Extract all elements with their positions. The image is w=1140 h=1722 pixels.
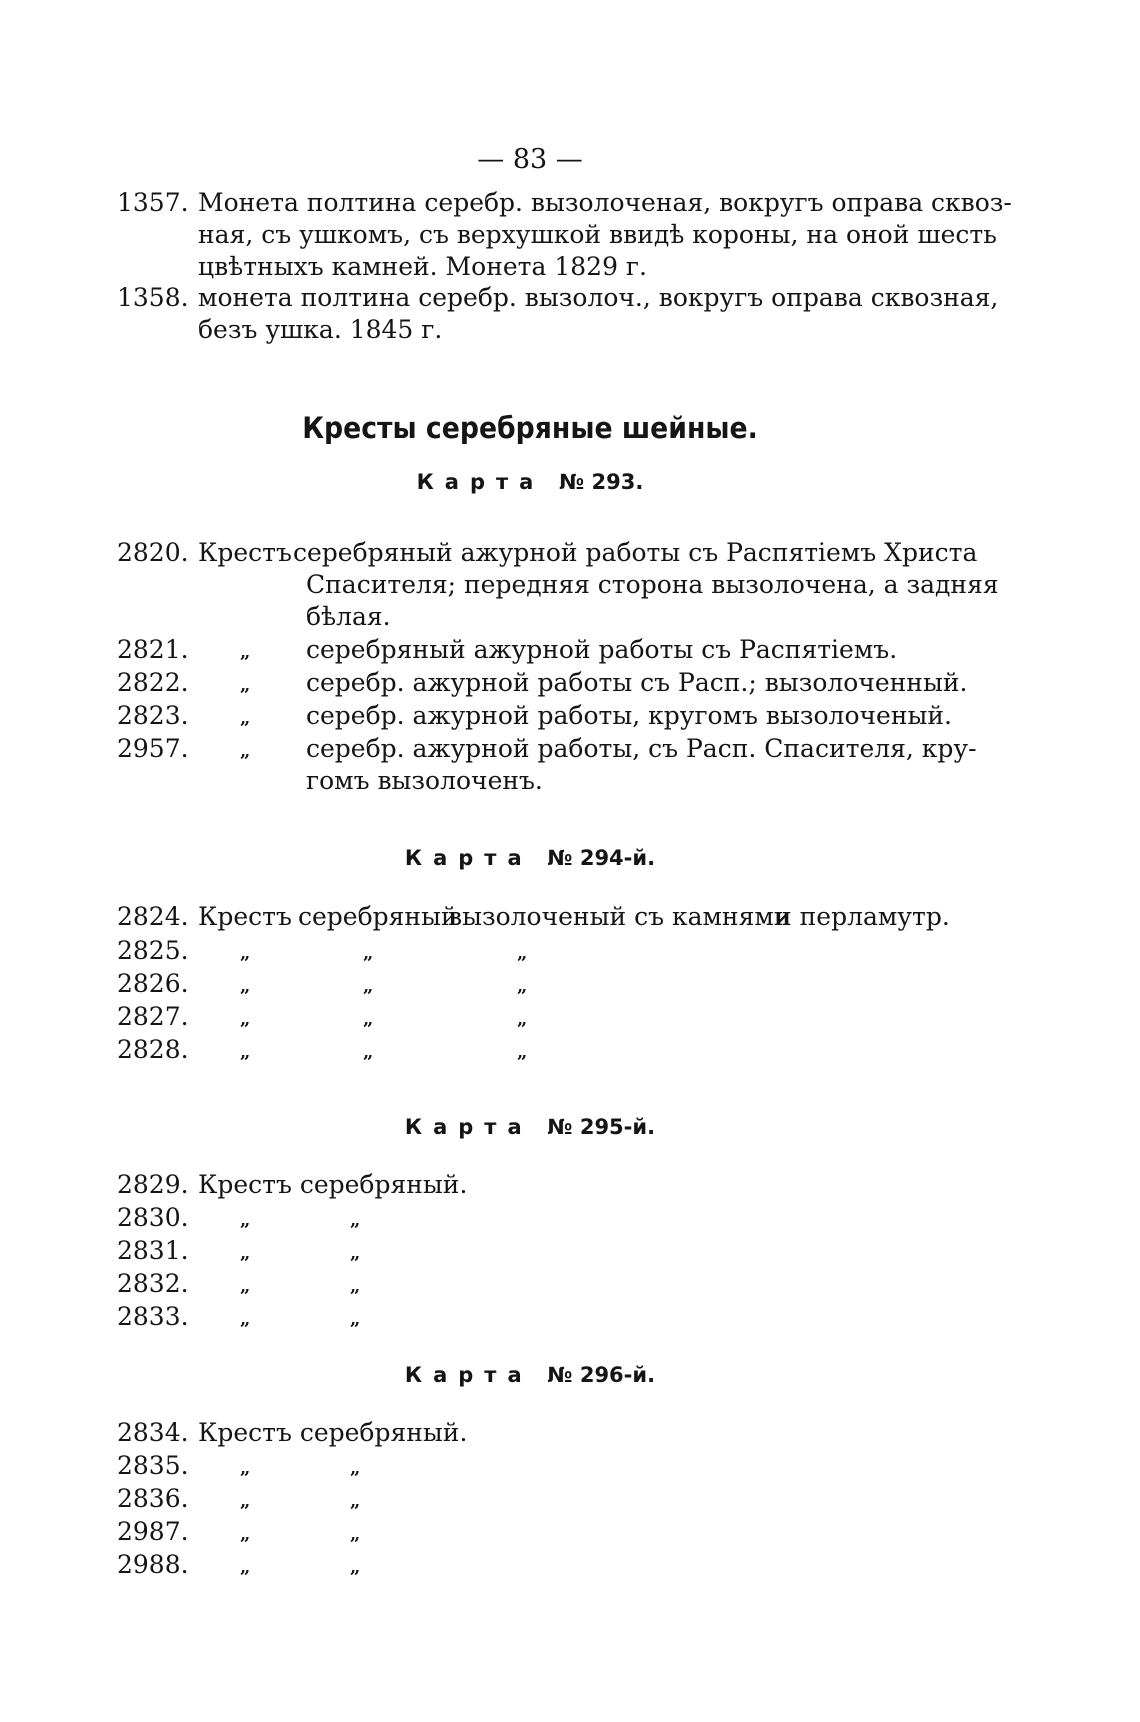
ditto-mark: „ — [240, 1243, 251, 1264]
ditto-mark: „ — [240, 675, 251, 696]
entry-number: 2822. — [117, 668, 189, 697]
card-label: Карта — [404, 1115, 533, 1139]
ditto-mark: „ — [240, 1276, 251, 1297]
entry-title: Крестъ — [198, 538, 292, 567]
entry-text-line: Крестъ серебряный. — [198, 1170, 468, 1199]
ditto-mark: „ — [240, 976, 251, 997]
entry-text-line: Монета полтина серебр. вызолоченая, вокругъ оправа сквоз- — [198, 188, 1012, 217]
ditto-mark: „ — [517, 1042, 528, 1063]
entry-text-line: серебряный ажурной работы съ Распятіемъ Христа — [293, 538, 978, 567]
entry-number: 2829. — [117, 1170, 189, 1199]
entry-text-line: серебр. ажурной работы, кругомъ вызолоченый. — [306, 701, 952, 730]
ditto-mark: „ — [240, 1524, 251, 1545]
entry-text-line: ная, съ ушкомъ, съ верхушкой ввидѣ короны, на оной шесть — [198, 220, 997, 249]
ditto-mark: „ — [240, 1009, 251, 1030]
ditto-mark: „ — [363, 1042, 374, 1063]
entry-text-word: и перламутр. — [775, 902, 950, 931]
entry-number: 2823. — [117, 701, 189, 730]
card-number: № 295-й. — [547, 1115, 656, 1139]
entry-number: 2831. — [117, 1236, 189, 1265]
entry-text-line: бѣлая. — [306, 602, 391, 631]
entry-number: 2835. — [117, 1451, 189, 1480]
card-number: № 296-й. — [547, 1363, 656, 1387]
ditto-mark: „ — [350, 1491, 361, 1512]
entry-number: 2987. — [117, 1517, 189, 1546]
card-label: Карта — [404, 846, 533, 870]
ditto-mark: „ — [350, 1243, 361, 1264]
entry-text-line: серебр. ажурной работы, съ Расп. Спасителя, кру- — [306, 734, 977, 763]
entry-number: 2821. — [117, 635, 189, 664]
entry-number: 2827. — [117, 1002, 189, 1031]
entry-text-line: гомъ вызолоченъ. — [306, 766, 543, 795]
card-label: Карта — [416, 470, 545, 494]
ditto-mark: „ — [517, 976, 528, 997]
ditto-mark: „ — [350, 1210, 361, 1231]
entry-number: 1357. — [117, 188, 189, 217]
ditto-mark: „ — [240, 642, 251, 663]
section-heading: Кресты серебряные шейные. — [302, 411, 758, 445]
ditto-mark: „ — [350, 1276, 361, 1297]
page-number: — 83 — — [477, 144, 583, 175]
ditto-mark: „ — [240, 1042, 251, 1063]
entry-text-word: вызолоченый съ камнями — [448, 902, 791, 931]
ditto-mark: „ — [240, 1557, 251, 1578]
ditto-mark: „ — [350, 1309, 361, 1330]
ditto-mark: „ — [350, 1458, 361, 1479]
entry-number: 2836. — [117, 1484, 189, 1513]
ditto-mark: „ — [363, 1009, 374, 1030]
entry-number: 2830. — [117, 1203, 189, 1232]
entry-number: 2825. — [117, 936, 189, 965]
ditto-mark: „ — [517, 1009, 528, 1030]
ditto-mark: „ — [240, 708, 251, 729]
ditto-mark: „ — [240, 741, 251, 762]
card-heading — [0, 472, 1060, 493]
card-heading — [0, 848, 1060, 869]
ditto-mark: „ — [363, 943, 374, 964]
entry-number: 2820. — [117, 538, 189, 567]
ditto-mark: „ — [240, 1491, 251, 1512]
entry-number: 2828. — [117, 1035, 189, 1064]
entry-text-line: цвѣтныхъ камней. Монета 1829 г. — [198, 252, 647, 281]
card-number: № 294-й. — [547, 846, 656, 870]
ditto-mark: „ — [350, 1557, 361, 1578]
ditto-mark: „ — [240, 1210, 251, 1231]
card-heading — [0, 1117, 1060, 1138]
ditto-mark: „ — [363, 976, 374, 997]
entry-text-line: серебряный ажурной работы съ Распятіемъ. — [306, 635, 898, 664]
entry-number: 2957. — [117, 734, 189, 763]
entry-number: 2824. — [117, 902, 189, 931]
card-heading — [0, 1365, 1060, 1386]
card-label: Карта — [404, 1363, 533, 1387]
ditto-mark: „ — [240, 943, 251, 964]
entry-number: 1358. — [117, 283, 189, 312]
entry-text-line: серебр. ажурной работы съ Расп.; вызолоченный. — [306, 668, 968, 697]
entry-text-line: монета полтина серебр. вызолоч., вокругъ оправа сквозная, — [198, 283, 999, 312]
entry-text-line: Крестъ серебряный. — [198, 1418, 468, 1447]
entry-text-word: серебряный — [298, 902, 458, 931]
ditto-mark: „ — [517, 943, 528, 964]
entry-number: 2834. — [117, 1418, 189, 1447]
entry-number: 2826. — [117, 969, 189, 998]
ditto-mark: „ — [240, 1458, 251, 1479]
card-number: № 293. — [558, 470, 644, 494]
ditto-mark: „ — [240, 1309, 251, 1330]
entry-text-line: Спасителя; передняя сторона вызолочена, а задняя — [306, 570, 999, 599]
entry-number: 2832. — [117, 1269, 189, 1298]
entry-title: Крестъ — [198, 902, 292, 931]
entry-text-line: безъ ушка. 1845 г. — [198, 315, 443, 344]
entry-number: 2833. — [117, 1302, 189, 1331]
ditto-mark: „ — [350, 1524, 361, 1545]
entry-number: 2988. — [117, 1550, 189, 1579]
